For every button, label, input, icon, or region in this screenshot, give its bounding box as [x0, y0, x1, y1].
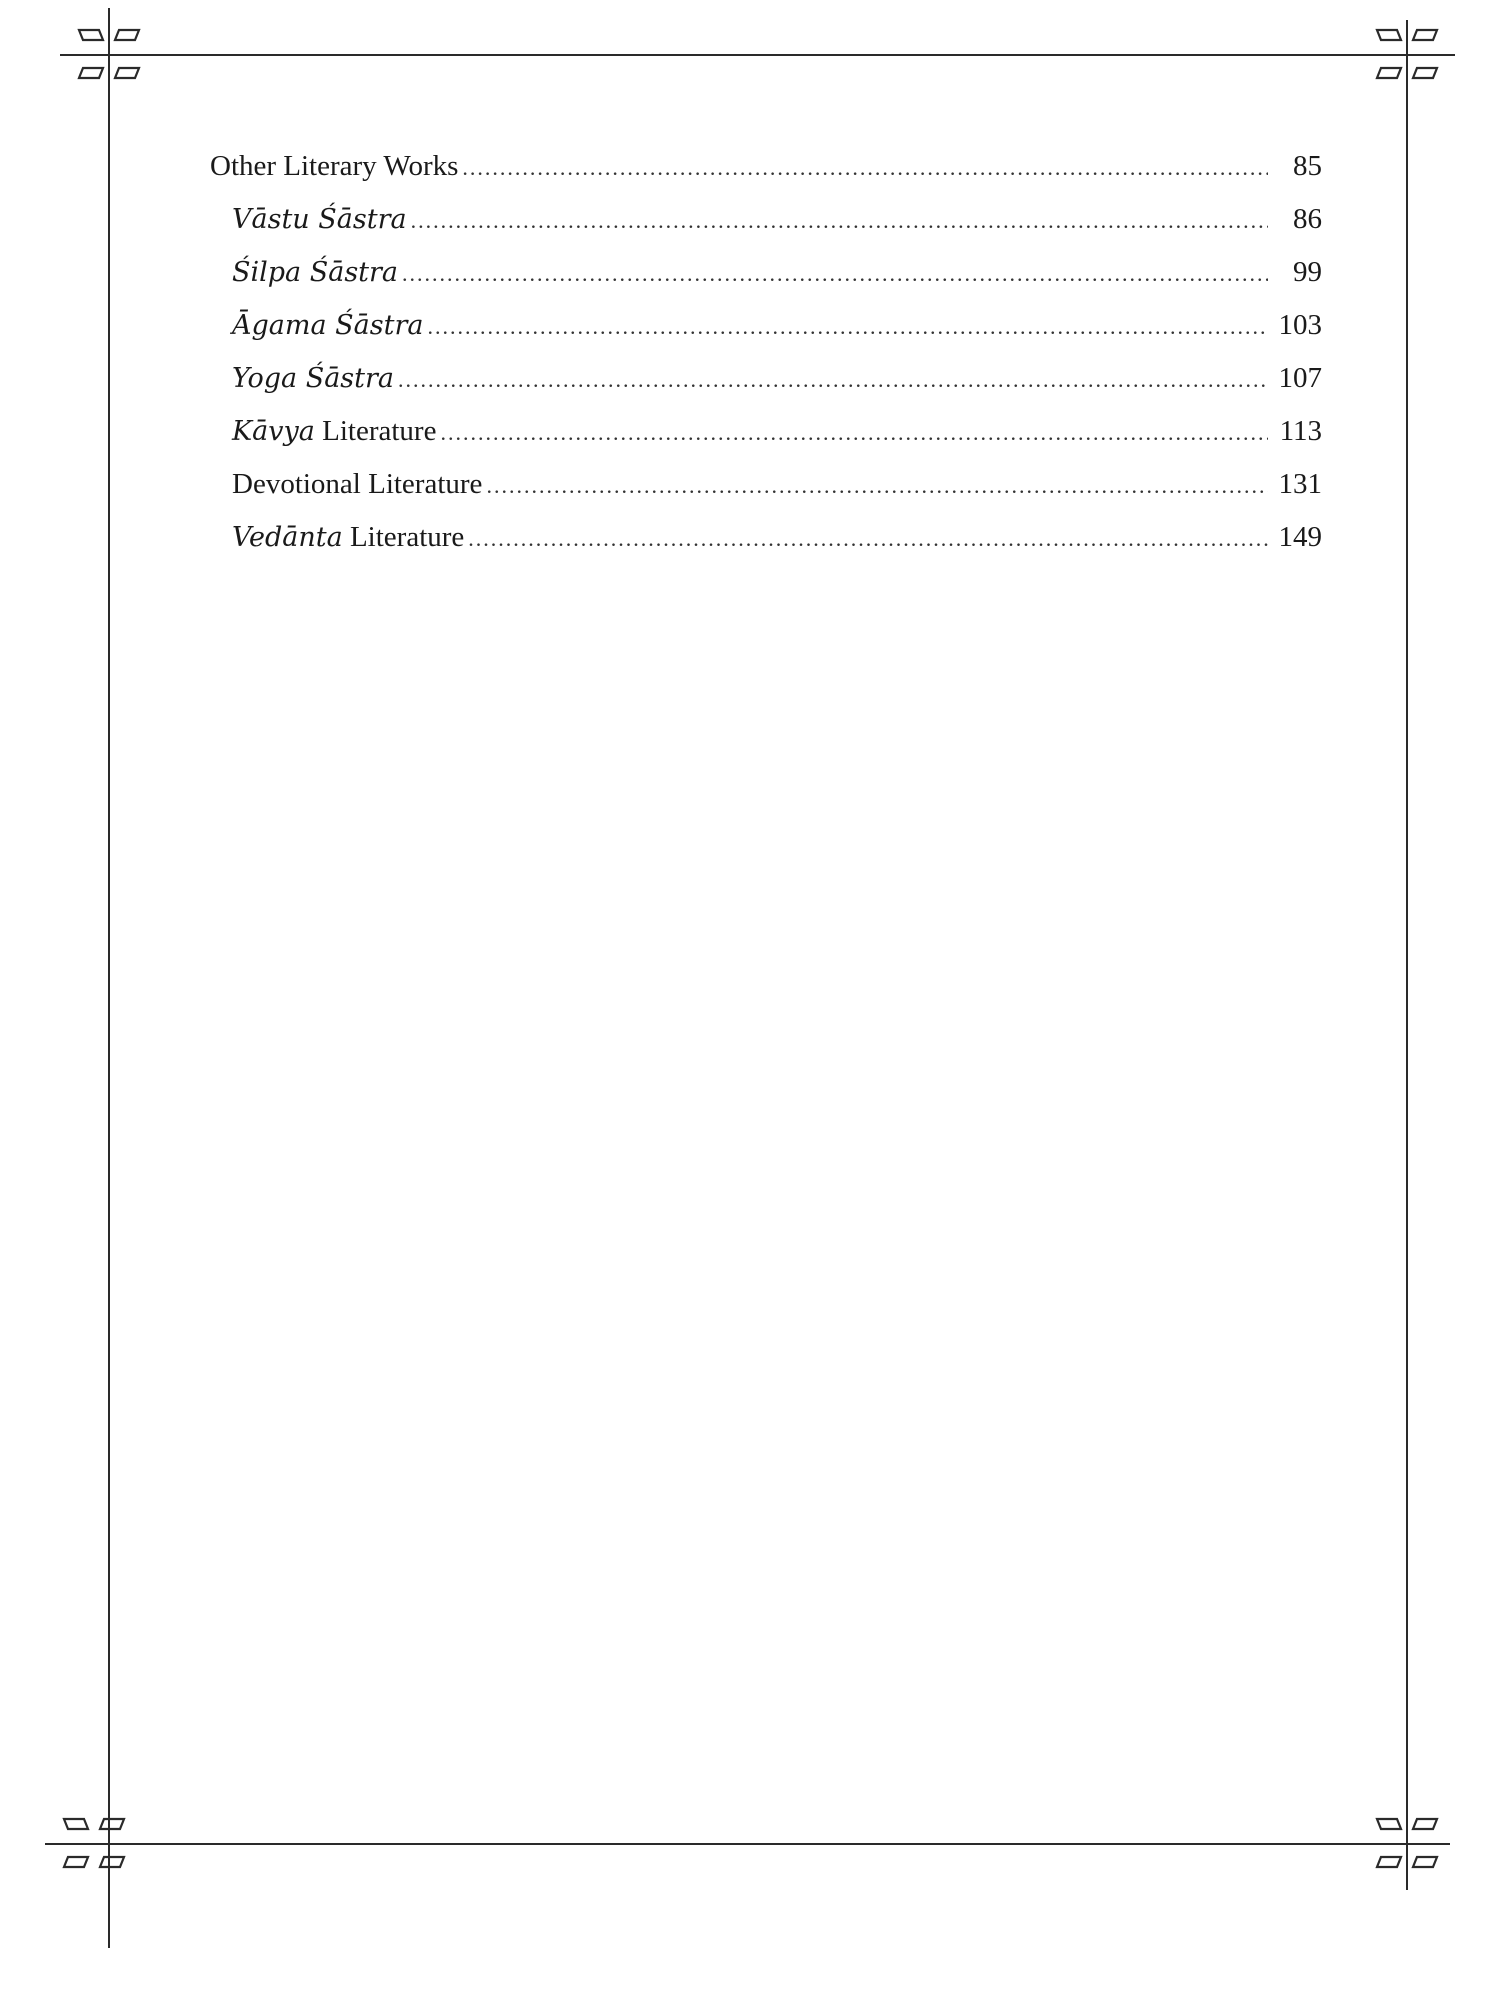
toc-page-number: 86 — [1293, 203, 1322, 235]
toc-entry-title: Kāvya Literature — [232, 415, 437, 447]
corner-ornament-icon — [1367, 1805, 1447, 1885]
toc-page-number: 131 — [1278, 468, 1322, 500]
toc-page-number: 149 — [1278, 521, 1322, 553]
toc-entry — [210, 468, 1322, 521]
toc-entry-title: Yoga Śāstra — [232, 363, 394, 394]
frame-right-line — [1406, 20, 1408, 1890]
toc-page-number: 99 — [1293, 256, 1322, 288]
dot-leader — [398, 367, 1268, 393]
toc-entry — [210, 415, 1322, 468]
toc-entry — [210, 521, 1322, 574]
toc-page-number: 85 — [1293, 150, 1322, 182]
toc-page-number: 107 — [1278, 362, 1322, 394]
toc-entry — [210, 309, 1322, 362]
dot-leader — [468, 526, 1268, 552]
toc-entry-title: Devotional Literature — [232, 468, 483, 500]
toc-page-number: 113 — [1279, 415, 1322, 447]
toc-entry — [210, 203, 1322, 256]
frame-left-line — [108, 8, 110, 1948]
corner-ornament-icon — [1367, 16, 1447, 96]
toc-entry-title: Śilpa Śāstra — [232, 257, 399, 288]
table-of-contents — [210, 150, 1322, 574]
corner-ornament-icon — [54, 1805, 134, 1885]
toc-entry — [210, 362, 1322, 415]
dot-leader — [427, 314, 1268, 340]
toc-entry-title: Vāstu Śāstra — [232, 204, 407, 235]
frame-bottom-line — [45, 1843, 1450, 1845]
dot-leader — [411, 208, 1268, 234]
dot-leader — [402, 261, 1268, 287]
toc-entry-title: Vedānta Literature — [232, 521, 465, 553]
dot-leader — [440, 420, 1268, 446]
toc-entry — [210, 150, 1322, 203]
toc-entry — [210, 256, 1322, 309]
toc-entry-title: Other Literary Works — [210, 150, 459, 182]
toc-entry-title: Āgama Śāstra — [232, 310, 424, 341]
dot-leader — [462, 155, 1268, 181]
dot-leader — [486, 473, 1268, 499]
frame-top-line — [60, 54, 1455, 56]
corner-ornament-icon — [69, 16, 149, 96]
toc-page-number: 103 — [1278, 309, 1322, 341]
